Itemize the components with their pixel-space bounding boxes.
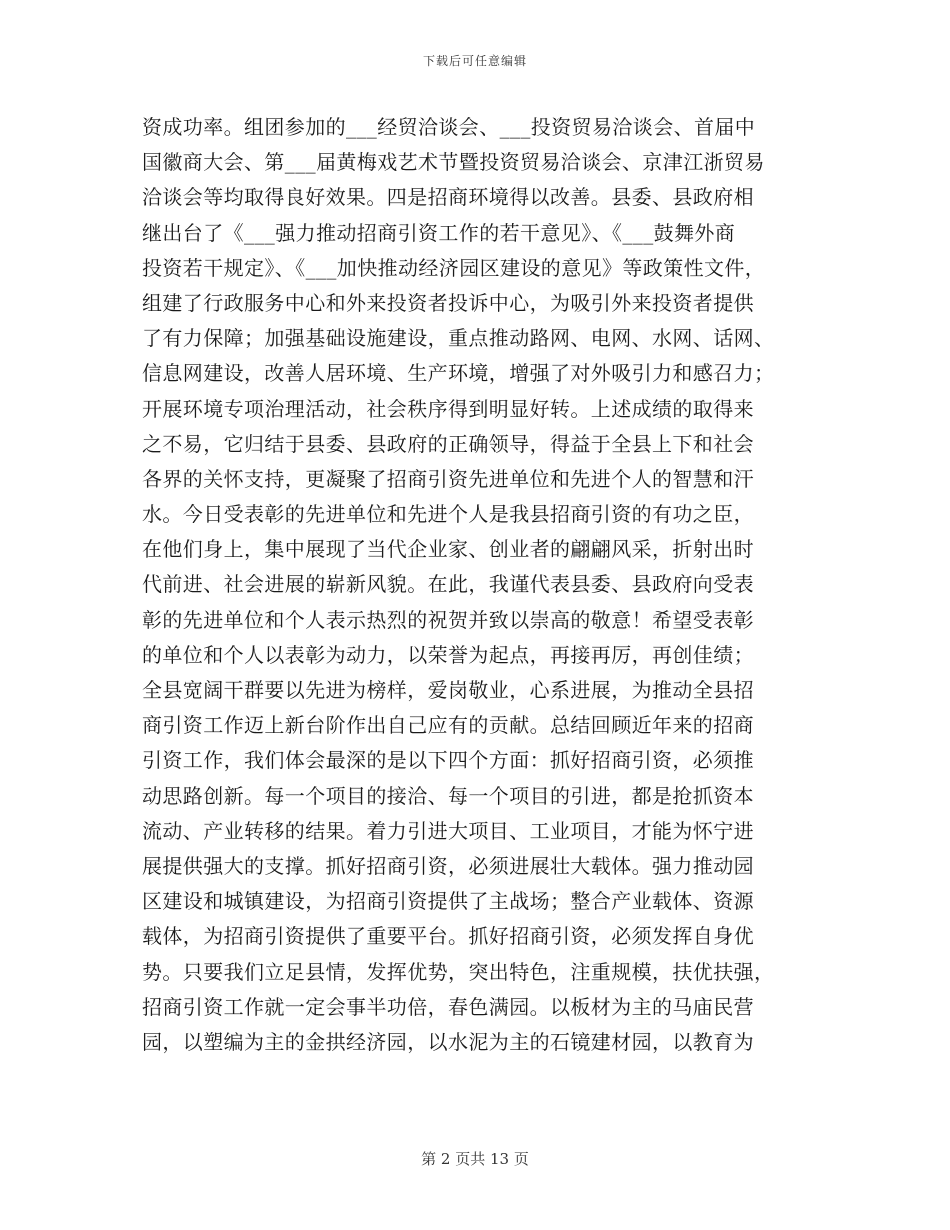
text-line: 商引资工作迈上新台阶作出自己应有的贡献。总结回顾近年来的招商	[142, 713, 754, 738]
page-footer-number: 第 2 页共 13 页	[421, 1150, 529, 1168]
text-line: 代前进、社会进展的崭新风貌。在此，我谨代表县委、县政府向受表	[142, 572, 754, 597]
text-line: 洽谈会等均取得良好效果。四是招商环境得以改善。县委、县政府相	[142, 185, 754, 210]
text-line: 区建设和城镇建设，为招商引资提供了主战场；整合产业载体、资源	[142, 889, 754, 914]
text-line: 水。今日受表彰的先进单位和先进个人是我县招商引资的有功之臣，	[142, 502, 754, 527]
text-line: 流动、产业转移的结果。着力引进大项目、工业项目，才能为怀宁进	[142, 818, 754, 843]
text-line: 之不易，它归结于县委、县政府的正确领导，得益于全县上下和社会	[142, 431, 754, 456]
text-line: 信息网建设，改善人居环境、生产环境，增强了对外吸引力和感召力；	[142, 361, 775, 386]
text-line: 引资工作，我们体会最深的是以下四个方面：抓好招商引资，必须推	[142, 748, 754, 773]
text-line: 全县宽阔干群要以先进为榜样，爱岗敬业，心系进展，为推动全县招	[142, 678, 754, 702]
text-line: 园，以塑编为主的金拱经济园，以水泥为主的石镜建材园，以教育为	[142, 1029, 754, 1054]
text-line: 国徽商大会、第___届黄梅戏艺术节暨投资贸易洽谈会、京津江浙贸易	[142, 150, 765, 175]
text-line: 载体，为招商引资提供了重要平台。抓好招商引资，必须发挥自身优	[142, 924, 754, 949]
text-line: 各界的关怀支持，更凝聚了招商引资先进单位和先进个人的智慧和汗	[142, 466, 754, 491]
text-line: 动思路创新。每一个项目的接洽、每一个项目的引进，都是抢抓资本	[142, 783, 754, 808]
text-line: 在他们身上，集中展现了当代企业家、创业者的翩翩风采，折射出时	[142, 537, 754, 562]
text-line: 招商引资工作就一定会事半功倍，春色满园。以板材为主的马庙民营	[142, 994, 754, 1019]
body-paragraph	[142, 110, 812, 1060]
text-line: 的单位和个人以表彰为动力，以荣誉为起点，再接再厉，再创佳绩；	[142, 642, 754, 667]
text-line: 展提供强大的支撑。抓好招商引资，必须进展壮大载体。强力推动园	[142, 853, 754, 878]
text-line: 了有力保障；加强基础设施建设，重点推动路网、电网、水网、话网、	[142, 326, 775, 351]
text-line: 资成功率。组团参加的___经贸洽谈会、___投资贸易洽谈会、首届中	[142, 115, 756, 139]
text-line: 组建了行政服务中心和外来投资者投诉中心，为吸引外来投资者提供	[142, 290, 754, 315]
text-line: 继出台了《___强力推动招商引资工作的若干意见》、《___鼓舞外商	[142, 220, 736, 245]
text-line: 势。只要我们立足县情，发挥优势，突出特色，注重规模，扶优扶强，	[142, 959, 775, 984]
text-line: 投资若干规定》、《___加快推动经济园区建设的意见》等政策性文件，	[142, 255, 766, 280]
page-header-note: 下载后可任意编辑	[422, 54, 527, 68]
text-line: 开展环境专项治理活动，社会秩序得到明显好转。上述成绩的取得来	[142, 396, 754, 421]
text-line: 彰的先进单位和个人表示热烈的祝贺并致以崇高的敬意！希望受表彰	[142, 607, 754, 632]
